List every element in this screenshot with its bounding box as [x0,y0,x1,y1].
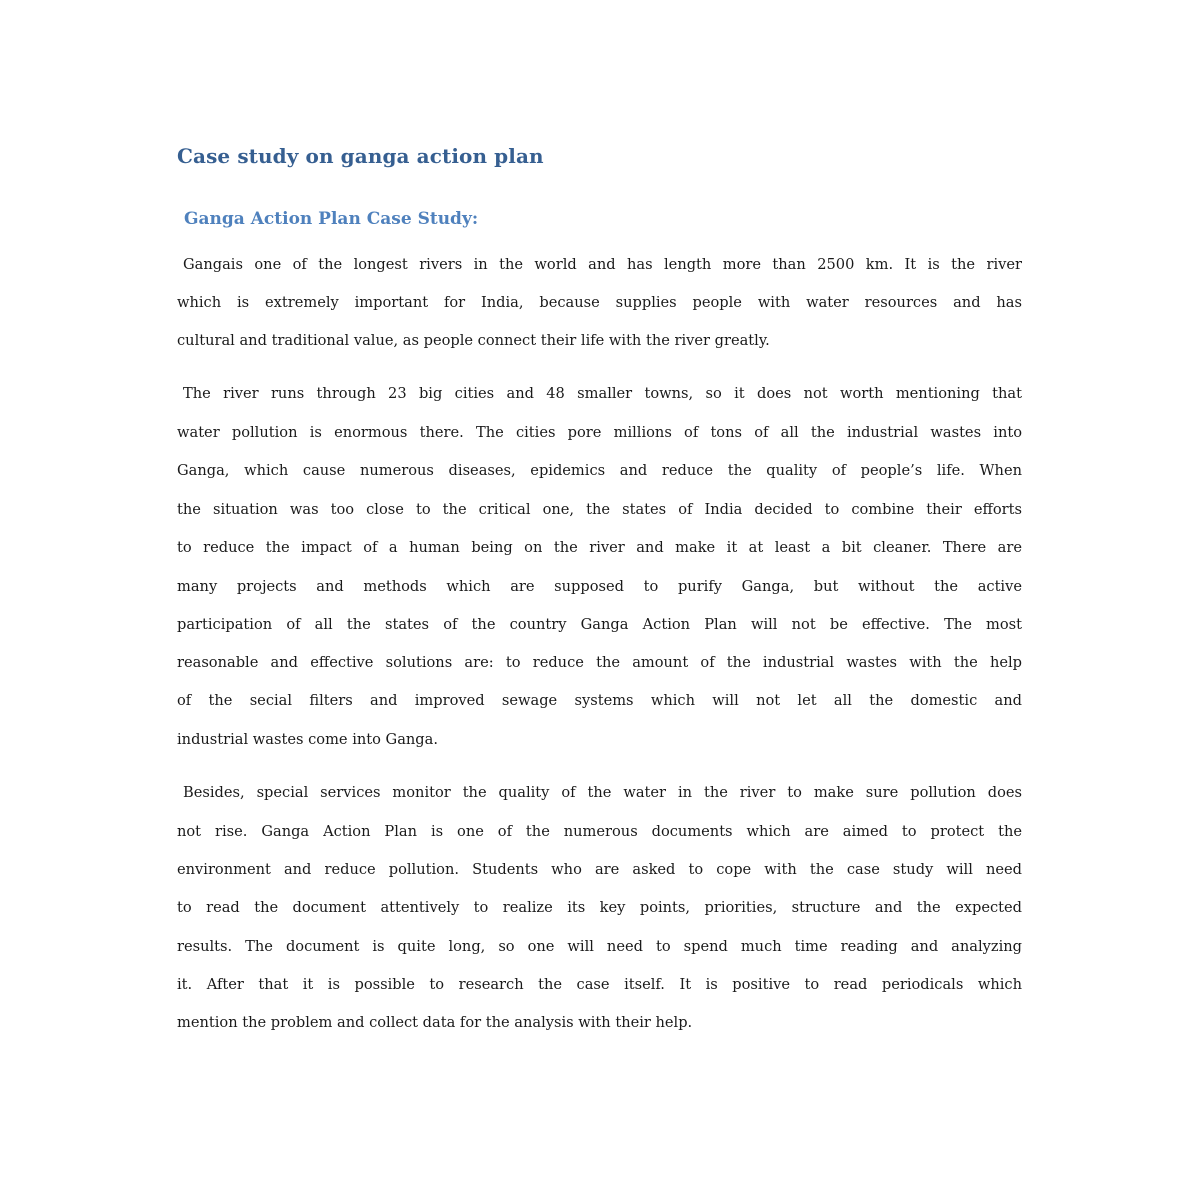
paragraph-line: cultural and traditional value, as people connect their life with the river greatly. [177,332,770,349]
paragraph-line: Ganga, which cause numerous diseases, epidemics and reduce the quality of people’s life. When [177,462,1022,479]
paragraph-line: many projects and methods which are supposed to purify Ganga, but without the active [177,578,1022,595]
paragraph-line: participation of all the states of the country Ganga Action Plan will not be effective. The most [177,616,1022,633]
paragraph-line: of the secial filters and improved sewage systems which will not let all the domestic and [177,692,1022,709]
paragraph-line: industrial wastes come into Ganga. [177,731,438,748]
paragraph-line: which is extremely important for India, because supplies people with water resources and has [177,294,1022,311]
paragraph-line: the situation was too close to the critical one, the states of India decided to combine their efforts [177,501,1022,518]
document-title: Case study on ganga action plan [177,144,544,168]
paragraph-line: not rise. Ganga Action Plan is one of the numerous documents which are aimed to protect the [177,823,1022,840]
paragraph-line: Besides, special services monitor the quality of the water in the river to make sure pollution does [183,784,1022,801]
paragraph-line: Gangais one of the longest rivers in the world and has length more than 2500 km. It is the river [183,256,1022,273]
paragraph-line: results. The document is quite long, so one will need to spend much time reading and analyzing [177,938,1022,955]
paragraph-line: to reduce the impact of a human being on the river and make it at least a bit cleaner. There are [177,539,1022,556]
paragraph-line: reasonable and effective solutions are: to reduce the amount of the industrial wastes with the help [177,654,1022,671]
paragraph-line: water pollution is enormous there. The cities pore millions of tons of all the industrial wastes into [177,424,1022,441]
paragraph-line: The river runs through 23 big cities and 48 smaller towns, so it does not worth mentioning that [183,385,1022,402]
paragraph-line: mention the problem and collect data for the analysis with their help. [177,1014,693,1031]
paragraph-line: to read the document attentively to realize its key points, priorities, structure and the expected [177,899,1022,916]
paragraph-line: it. After that it is possible to research the case itself. It is positive to read periodicals which [177,976,1022,993]
document-subtitle: Ganga Action Plan Case Study: [184,209,479,229]
paragraph-line: environment and reduce pollution. Students who are asked to cope with the case study will need [177,861,1022,878]
